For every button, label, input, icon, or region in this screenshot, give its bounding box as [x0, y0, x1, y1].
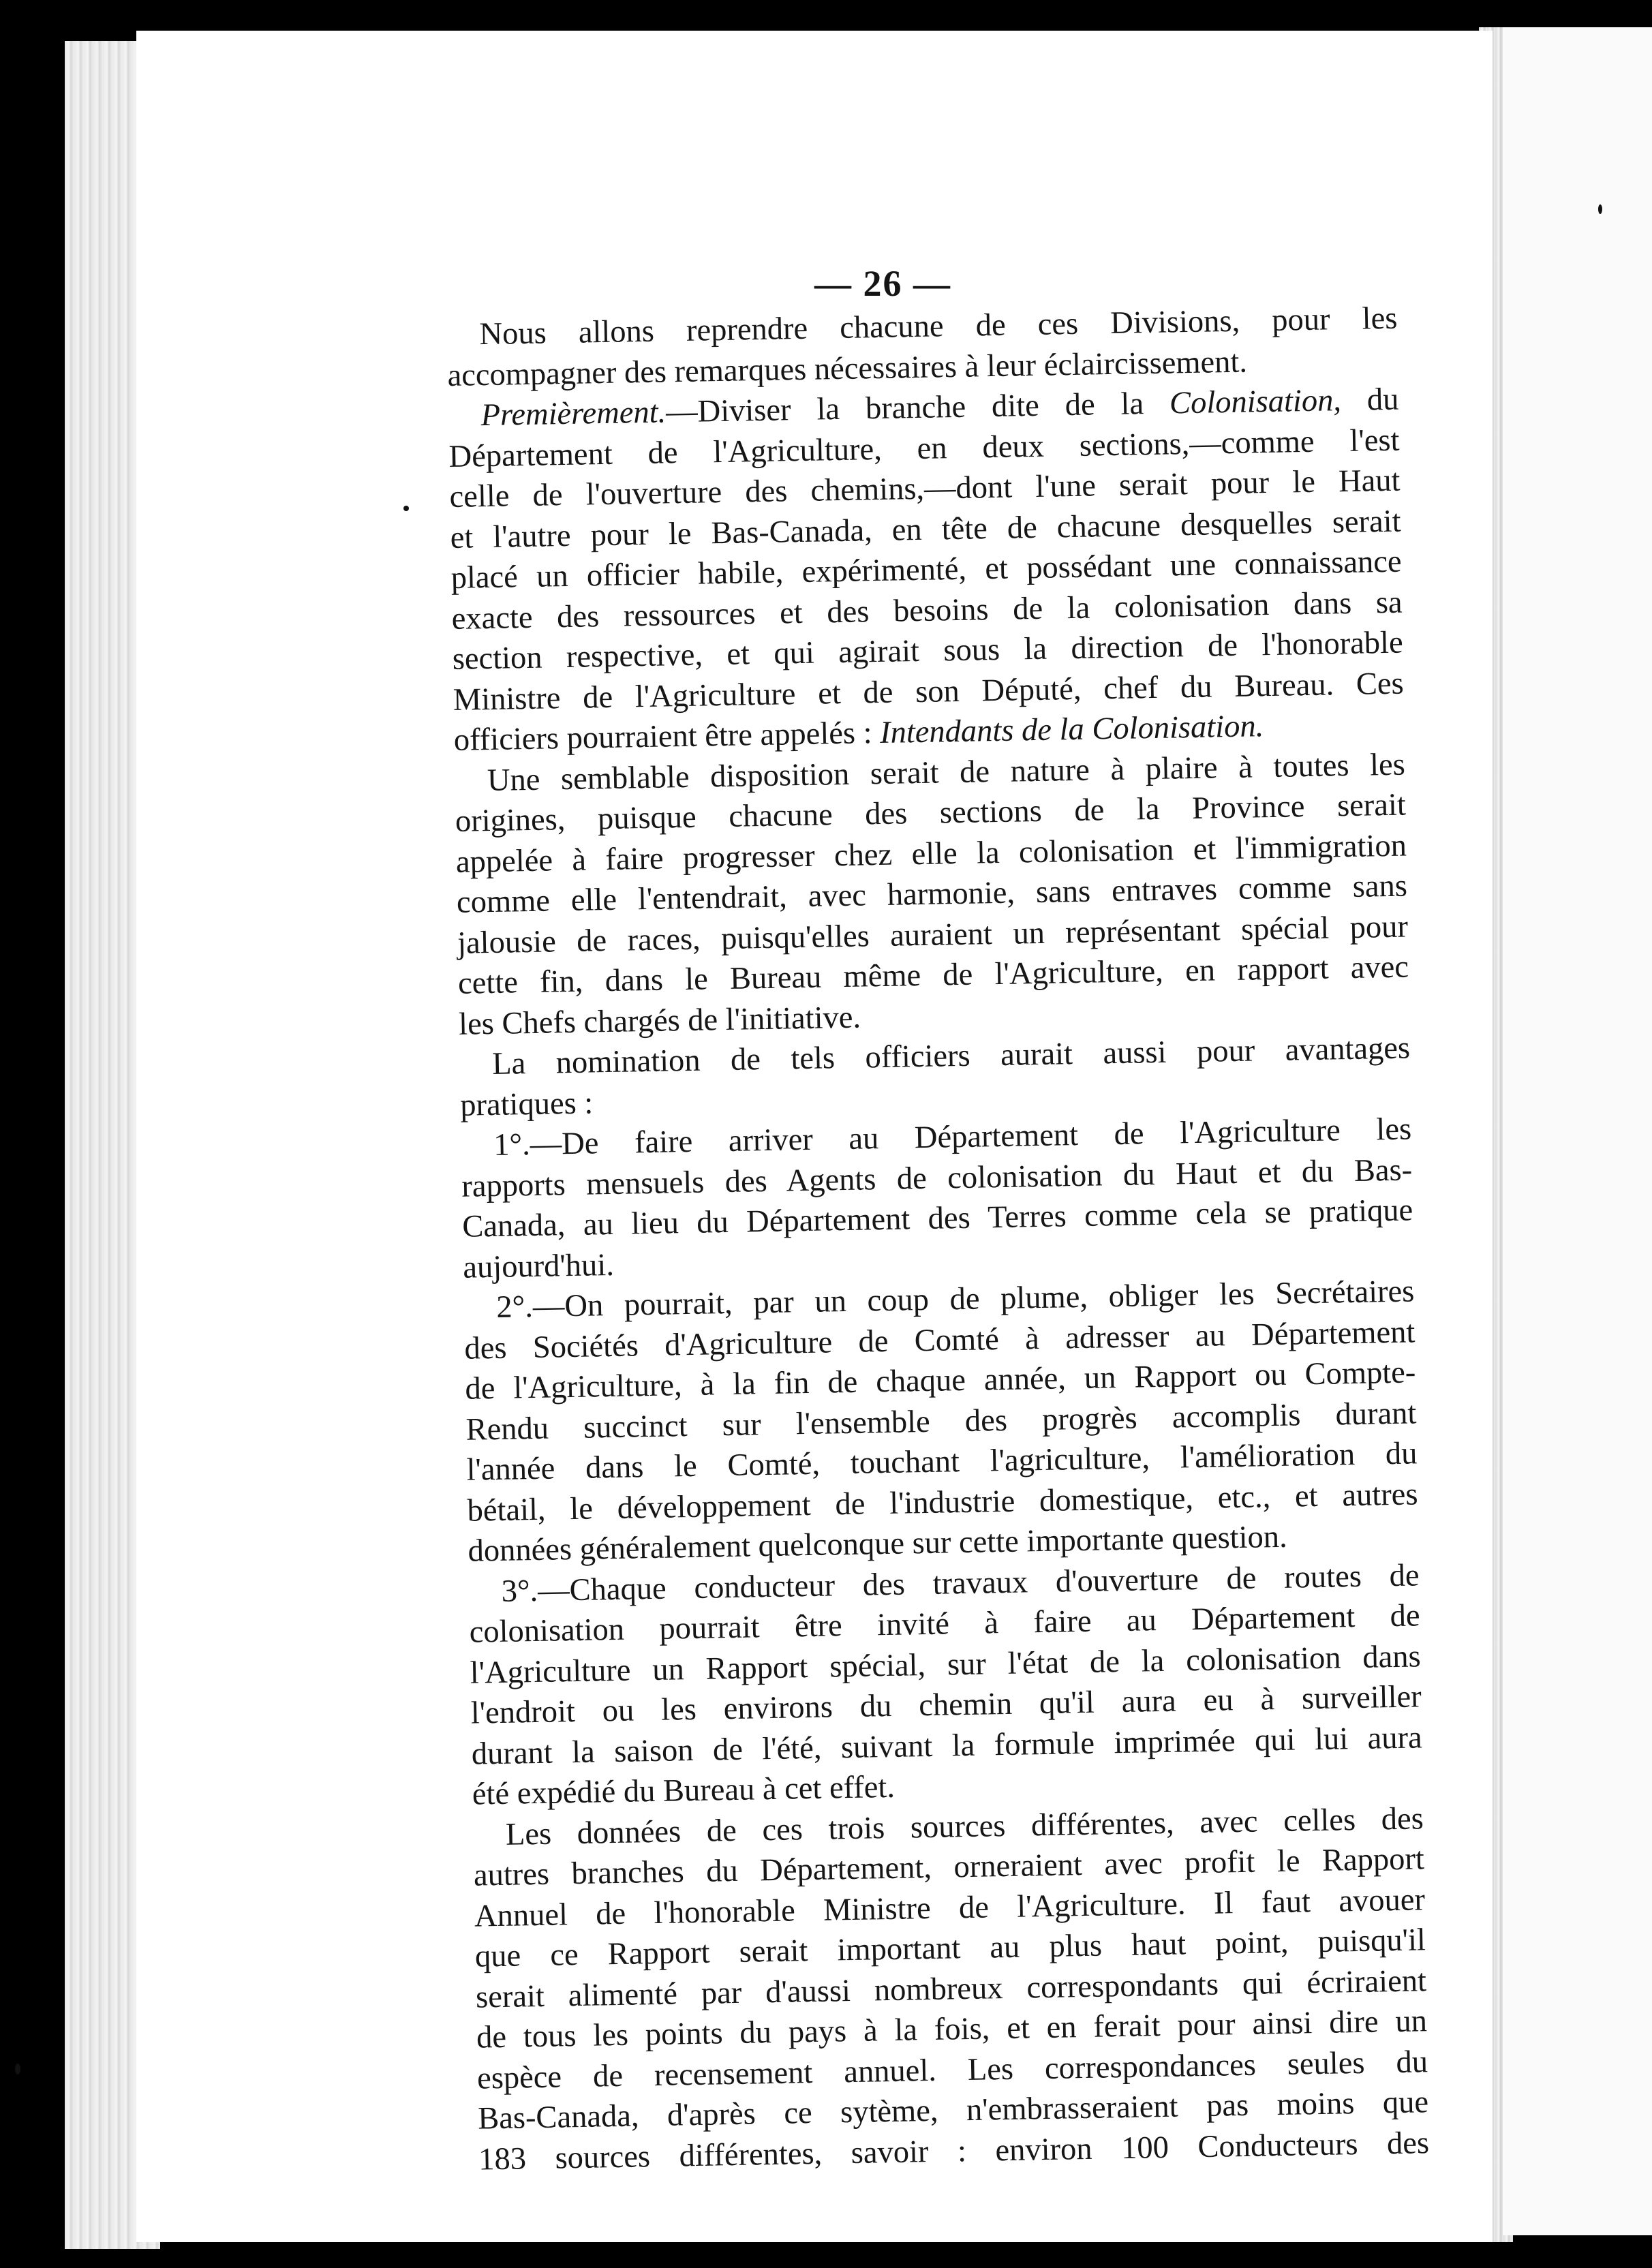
- paragraph-point-1: [461, 1109, 1414, 1287]
- text-line: et l'autre pour le Bas-Canada, en tête de chacune desquelles serait: [450, 504, 1401, 555]
- text-line: Département de l'Agriculture, en deux sections,—comme l'est: [448, 423, 1400, 474]
- text-line: bétail, le développement de l'industrie domestique, etc., et autres: [467, 1476, 1418, 1529]
- ink-speck: [403, 506, 409, 511]
- text-line: 2°.—On pourrait, par un coup de plume, obliger les Secrétaires: [495, 1274, 1415, 1325]
- italic-text: Colonisation,: [1169, 383, 1342, 421]
- paragraph-point-3: [468, 1555, 1423, 1815]
- text-line: l'année dans le Comté, touchant l'agriculture, l'amélioration du: [466, 1436, 1418, 1488]
- text-line: Les données de ces trois sources différentes, avec celles des: [505, 1800, 1424, 1852]
- text-line: pratiques :: [459, 1085, 594, 1123]
- text-line: exacte des ressources et des besoins de la colonisation dans sa: [451, 585, 1403, 637]
- text-line: Rendu succinct sur l'ensemble des progrès accomplis durant: [465, 1395, 1417, 1447]
- text-line: celle de l'ouverture des chemins,—dont l'une serait pour le Haut: [449, 463, 1401, 515]
- text-line: La nomination de tels officiers aurait aussi pour avantages: [491, 1030, 1411, 1082]
- text-line: été expédié du Bureau à cet effet.: [472, 1769, 896, 1812]
- text-line: rapports mensuels des Agents de colonisation du Haut et du Bas-: [461, 1152, 1413, 1204]
- text-line: 1°.—De faire arriver au Département de l'Agriculture les: [493, 1112, 1412, 1163]
- italic-text: Premièrement.: [480, 395, 667, 433]
- text-line: l'endroit ou les environs du chemin qu'il aura eu à surveiller: [470, 1679, 1422, 1731]
- text-line: Canada, au lieu du Département des Terres comme cela se pratique: [461, 1193, 1413, 1244]
- page-number: — 26 —: [814, 263, 951, 304]
- ink-speck: [1598, 204, 1602, 214]
- text-line: les Chefs chargés de l'initiative.: [458, 1000, 861, 1042]
- text-line: aujourd'hui.: [462, 1247, 615, 1285]
- text-line: que ce Rapport serait important au plus haut point, puisqu'il: [474, 1922, 1426, 1974]
- text-line: section respective, et qui agirait sous la direction de l'honorable: [452, 625, 1404, 677]
- paragraph-point-2: [463, 1271, 1419, 1572]
- text-segment: —Diviser la branche dite de la: [665, 386, 1170, 430]
- text-line: origines, puisque chacune des sections de la Province serait: [455, 787, 1407, 839]
- facing-page-fragment: [1503, 27, 1652, 2235]
- text-line: 183 sources différentes, savoir : environ 100 Conducteurs des: [478, 2125, 1430, 2177]
- text-line: des Sociétés d'Agriculture de Comté à adresser au Département: [464, 1314, 1416, 1366]
- text-line: accompagner des remarques nécessaires à leur éclaircissement.: [447, 344, 1248, 393]
- italic-text: Intendants de la Colonisation.: [879, 709, 1264, 750]
- text-line: Une semblable disposition serait de nature à plaire à toutes les: [487, 747, 1406, 798]
- text-line: Nous allons reprendre chacune de ces Divisions, pour les: [479, 301, 1398, 352]
- text-line: cette fin, dans le Bureau même de l'Agriculture, en rapport avec: [457, 949, 1409, 1001]
- text-line: appelée à faire progresser chez elle la colonisation et l'immigration: [455, 828, 1407, 880]
- text-line: autres branches du Département, orneraient avec profit le Rapport: [473, 1841, 1425, 1893]
- text-line: serait alimenté par d'aussi nombreux correspondants qui écriraient: [475, 1963, 1427, 2015]
- ink-speck: [15, 2064, 20, 2074]
- paragraph-premierement: [448, 380, 1405, 761]
- paragraph-disposition: [454, 744, 1409, 1045]
- text-segment: officiers pourraient être appelés :: [453, 715, 881, 758]
- text-line: espèce de recensement annuel. Les correspondances seules du: [476, 2044, 1428, 2096]
- text-line: l'Agriculture un Rapport spécial, sur l'état de la colonisation dans: [470, 1638, 1422, 1691]
- text-line: placé un officier habile, expérimenté, et possédant une connaissance: [450, 544, 1402, 596]
- text-line: jalousie de races, puisqu'elles auraient un représentant spécial pour: [457, 909, 1409, 961]
- text-line: colonisation pourrait être invité à faire au Département de: [469, 1598, 1420, 1650]
- text-line: Annuel de l'honorable Ministre de l'Agriculture. Il faut avouer: [474, 1882, 1426, 1934]
- text-line: de l'Agriculture, à la fin de chaque année, un Rapport ou Compte-: [465, 1355, 1416, 1407]
- text-line: de tous les points du pays à la fois, et en ferait pour ainsi dire un: [476, 2004, 1428, 2055]
- text-line: comme elle l'entendrait, avec harmonie, sans entraves comme sans: [456, 868, 1408, 920]
- text-line: durant la saison de l'été, suivant la formule imprimée qui lui aura: [471, 1719, 1423, 1772]
- text-line: 3°.—Chaque conducteur des travaux d'ouverture de routes de: [501, 1557, 1420, 1609]
- text-segment: du: [1341, 382, 1399, 418]
- paragraph-donnees: [472, 1798, 1429, 2180]
- text-line: Ministre de l'Agriculture et de son Député, chef du Bureau. Ces: [453, 666, 1405, 718]
- text-line: données généralement quelconque sur cette importante question.: [468, 1519, 1288, 1569]
- text-line: Bas-Canada, d'après ce sytème, n'embrasseraient pas moins que: [477, 2085, 1429, 2136]
- body-text: [446, 298, 1430, 2180]
